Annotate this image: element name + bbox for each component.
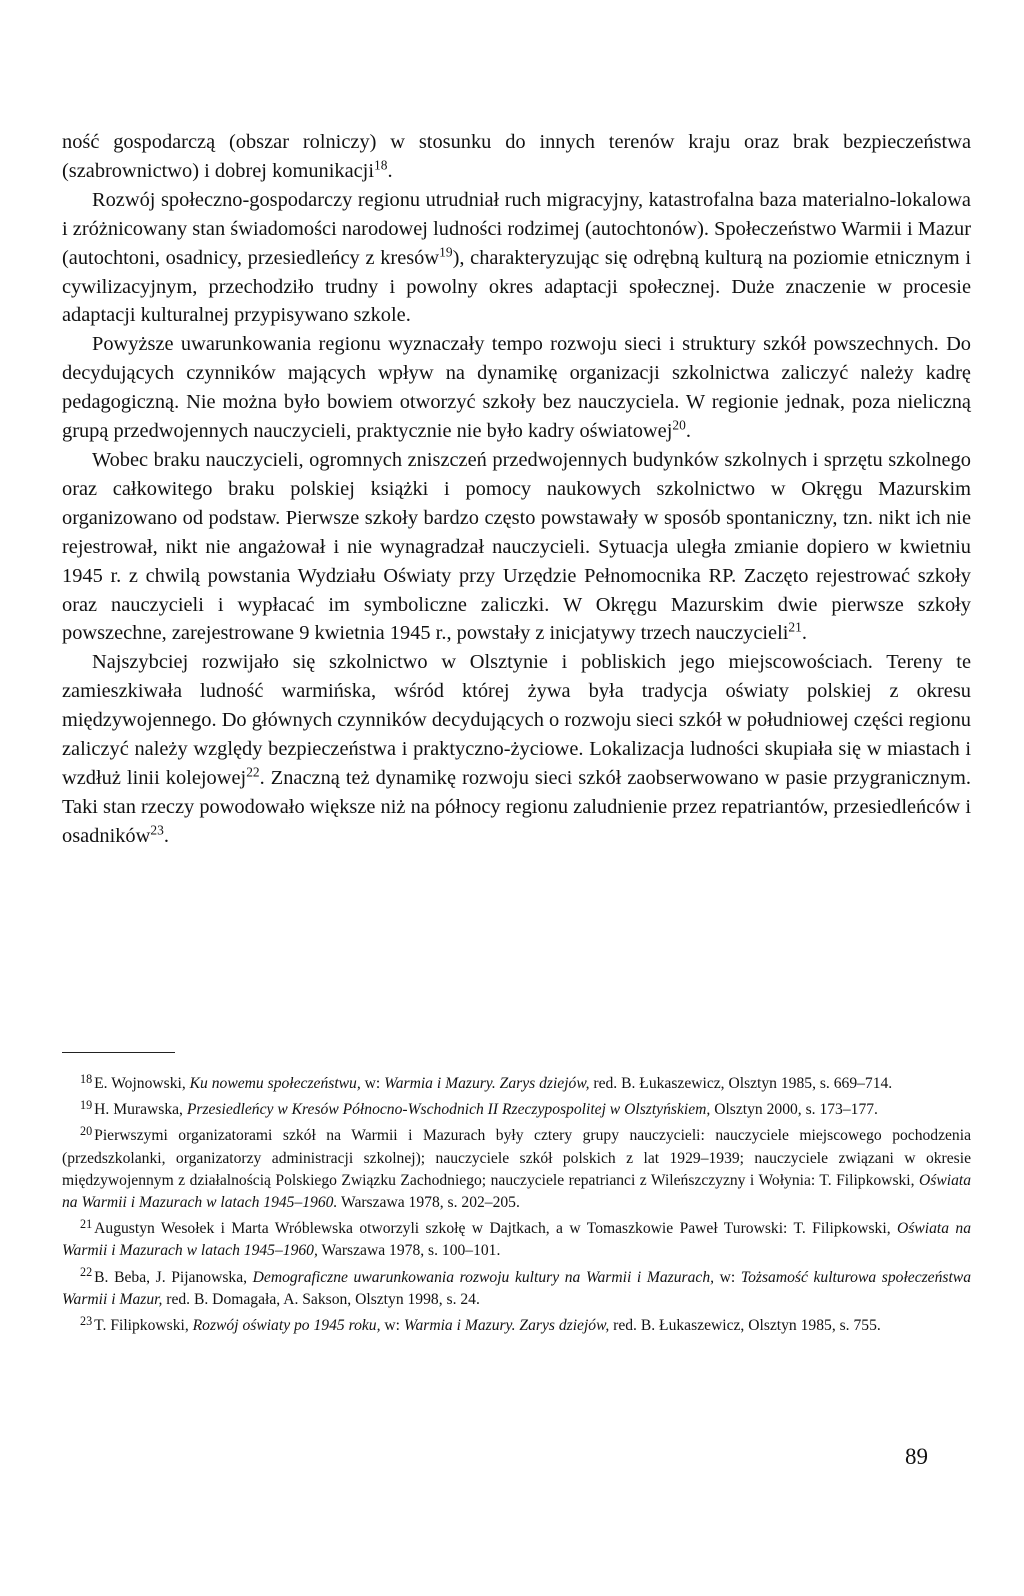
paragraph-2	[62, 186, 971, 331]
text-run: red. B. Łukaszewicz, Olsztyn 1985, s. 755.	[609, 1317, 881, 1335]
footnote-ref-21[interactable]: 21	[788, 620, 802, 636]
footnote-23	[62, 1315, 971, 1337]
footnote-number: 21	[80, 1216, 93, 1231]
text-run: . Znaczną też dynamikę rozwoju sieci szkół zaobserwowano w pasie przygranicznym. Taki stan rzeczy powodowało większe niż na północy regionu zaludnienie przez repatriantów, przesiedleńców i osadników	[62, 766, 972, 847]
citation-title: Oświata na Warmii i Mazurach w latach 1945–1960,	[62, 1220, 971, 1260]
text-run: Rozwój społeczno-gospodarczy regionu utrudniał ruch migracyjny, katastrofalna baza materialno-lokalowa i zróżnicowany stan świadomości narodowej ludności rodzimej (autochtonów). Społeczeństwo Warmii i Mazur (autochtoni, osadnicy, przesiedleńcy z kresów	[62, 188, 971, 269]
citation-title: Rozwój oświaty po 1945 roku,	[192, 1317, 381, 1335]
main-text	[62, 128, 971, 851]
text-run: .	[387, 159, 393, 182]
text-run: Warszawa 1978, s. 100–101.	[317, 1242, 501, 1260]
footnote-18	[62, 1073, 971, 1095]
footnote-ref-22[interactable]: 22	[246, 764, 260, 780]
footnote-21	[62, 1218, 971, 1262]
paragraph-4	[62, 446, 971, 648]
footnote-19	[62, 1099, 971, 1121]
citation-title: Demograficzne uwarunkowania rozwoju kultury na Warmii i Mazurach,	[252, 1268, 715, 1286]
text-run: .	[163, 824, 169, 847]
citation-title: Tożsamość kulturowa społeczeństwa Warmii i Mazur,	[62, 1268, 972, 1308]
footnote-ref-23[interactable]: 23	[150, 822, 164, 838]
footnotes	[62, 1073, 971, 1341]
footnote-22	[62, 1267, 971, 1311]
text-run: ność gospodarczą (obszar rolniczy) w stosunku do innych terenów kraju oraz brak bezpieczeństwa (szabrownictwo) i dobrej komunikacji	[62, 131, 971, 182]
paragraph-3	[62, 330, 971, 446]
text-run: red. B. Łukaszewicz, Olsztyn 1985, s. 669–714.	[589, 1075, 893, 1092]
text-run: .	[685, 420, 691, 443]
footnote-number: 18	[80, 1071, 93, 1086]
text-run: Warszawa 1978, s. 202–205.	[337, 1194, 520, 1212]
citation-title: Ku nowemu społeczeństwu,	[189, 1075, 361, 1092]
text-run: .	[801, 622, 807, 645]
text-run: Powyższe uwarunkowania regionu wyznaczały tempo rozwoju sieci i struktury szkół powszechnych. Do decydujących czynników mających wpływ na dynamikę organizacji szkolnictwa zaliczyć należy kadrę pedagogiczną. Nie można było bowiem otworzyć szkoły bez nauczyciela. W regionie jednak, poza nieliczną grupą przedwojennych nauczycieli, praktycznie nie było kadry oświatowej	[62, 333, 971, 443]
text-run: Augustyn Wesołek i Marta Wróblewska otworzyli szkołę w Dajtkach, a w Tomaszkowie Paweł Turowski: T. Filipkowski,	[94, 1220, 897, 1238]
text-run: Olsztyn 2000, s. 173–177.	[710, 1101, 878, 1119]
text-run: Wobec braku nauczycieli, ogromnych zniszczeń przedwojennych budynków szkolnych i sprzętu szkolnego oraz całkowitego braku polskiej książki i pomocy naukowych szkolnictwo w Okręgu Mazurskim organizowano od podstaw. Pierwsze szkoły bardzo często powstawały w sposób spontaniczny, tzn. nikt ich nie rejestrował, nikt nie angażował i nie wynagradzał nauczycieli. Sytuacja uległa zmianie dopiero w kwietniu 1945 r. z chwilą powstania Wydziału Oświaty przy Urzędzie Pełnomocnika RP. Zaczęto rejestrować szkoły oraz nauczycieli i wypłacać im symboliczne zaliczki. W Okręgu Mazurskim dwie pierwsze szkoły powszechne, zarejestrowane 9 kwietnia 1945 r., powstały z inicjatywy trzech nauczycieli	[62, 448, 971, 645]
text-run: w:	[380, 1317, 404, 1335]
footnote-ref-19[interactable]: 19	[439, 244, 453, 260]
paragraph-5	[62, 648, 971, 850]
footnote-20	[62, 1125, 971, 1214]
footnote-number: 20	[80, 1123, 93, 1138]
paragraph-1	[62, 128, 971, 186]
text-run: ), charakteryzując się odrębną kulturą na poziomie etnicznym i cywilizacyjnym, przechodziło trudny i powolny okres adaptacji społecznej. Duże znaczenie w procesie adaptacji kulturalnej przypisywano szkole.	[62, 246, 971, 327]
footnote-number: 23	[80, 1313, 93, 1328]
footnote-number: 19	[80, 1097, 93, 1112]
text-run: red. B. Domagała, A. Sakson, Olsztyn 1998, s. 24.	[162, 1290, 480, 1308]
footnote-number: 22	[80, 1265, 93, 1280]
text-run: Najszybciej rozwijało się szkolnictwo w Olsztynie i pobliskich jego miejscowościach. Tereny te zamieszkiwała ludność warmińska, wśród której żywa była tradycja oświaty polskiej z okresu międzywojennego. Do głównych czynników decydujących o rozwoju sieci szkół w południowej części regionu zaliczyć należy względy bezpieczeństwa i praktyczno-życiowe. Lokalizacja ludności skupiała się w miastach i wzdłuż linii kolejowej	[62, 651, 971, 789]
footnote-ref-20[interactable]: 20	[672, 417, 686, 433]
text-run: Pierwszymi organizatorami szkół na Warmii i Mazurach były cztery grupy nauczycieli: nauczyciele miejscowego pochodzenia (przedszkolanki, organizatorzy administracji szkolnej); nauczyciele szkół polskich z lat 1929–1939; nauczyciele związani w okresie międzywojennym z działalnością Polskiego Związku Zachodniego; nauczyciele repatrianci z Wileńszczyzny i Wołynia: T. Filipkowski,	[62, 1127, 971, 1189]
text-run: H. Murawska,	[94, 1101, 187, 1119]
citation-title: Oświata na Warmii i Mazurach w latach 1945–1960.	[62, 1171, 971, 1212]
page-number: 89	[905, 1444, 928, 1469]
text-run: w:	[714, 1268, 741, 1286]
text-run: w:	[360, 1075, 385, 1092]
citation-title: Przesiedleńcy w Kresów Północno-Wschodnich II Rzeczypospolitej w Olsztyńskiem,	[186, 1101, 711, 1119]
text-run: T. Filipkowski,	[94, 1317, 193, 1335]
citation-title: Warmia i Mazury. Zarys dziejów,	[384, 1075, 590, 1092]
text-run: B. Beba, J. Pijanowska,	[94, 1268, 253, 1286]
footnote-ref-18[interactable]: 18	[374, 157, 388, 173]
footnote-separator	[62, 1052, 175, 1053]
citation-title: Warmia i Mazury. Zarys dziejów,	[403, 1317, 610, 1335]
text-run: E. Wojnowski,	[94, 1075, 190, 1092]
